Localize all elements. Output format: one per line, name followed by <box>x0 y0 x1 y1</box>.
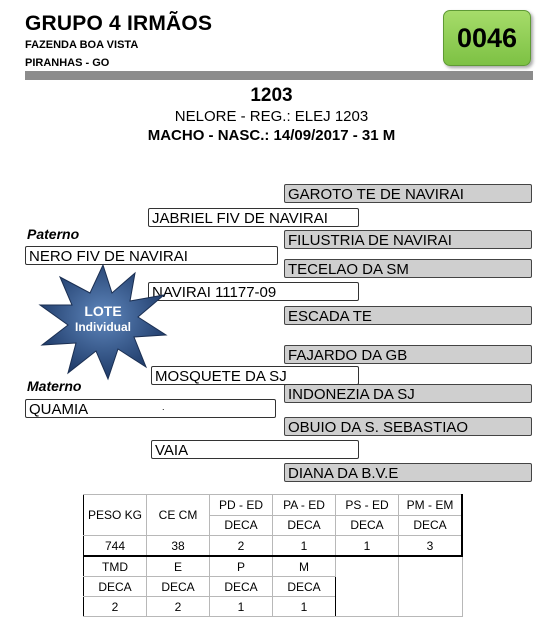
stat-header-unit: DECA <box>210 577 273 597</box>
ggp-4: ESCADA TE <box>284 306 532 325</box>
stat-header-unit: DECA <box>273 577 336 597</box>
paternal-granddam: NAVIRAI 11177-09 <box>148 282 359 301</box>
empty-cell <box>399 556 463 617</box>
stat-header-unit: DECA <box>336 515 399 536</box>
stat-header-label: CE CM <box>158 508 198 522</box>
stat-header: P <box>210 556 273 577</box>
paternal-label: Paterno <box>27 226 80 242</box>
stat-header: PA - ED <box>273 495 336 516</box>
stat-header: M <box>273 556 336 577</box>
stat-header: PS - ED <box>336 495 399 516</box>
stat-header: TMD <box>84 556 147 577</box>
evaluation-table <box>83 494 463 617</box>
lote-label <box>53 303 153 335</box>
breed-registration: NELORE - REG.: ELEJ 1203 <box>174 108 369 125</box>
stat-value: 1 <box>273 536 336 557</box>
stat-header <box>84 495 147 536</box>
stat-value: 2 <box>84 597 147 617</box>
maternal-granddam: VAIA <box>151 440 359 459</box>
stat-value: 1 <box>273 597 336 617</box>
stat-value: 38 <box>147 536 210 557</box>
stat-header-unit: DECA <box>147 577 210 597</box>
value-row-1 <box>84 536 463 557</box>
stat-value: 1 <box>336 536 399 557</box>
farm-group-title: GRUPO 4 IRMÃOS <box>25 12 213 35</box>
ggp-8: DIANA DA B.V.E <box>284 463 532 482</box>
lot-number-badge: 0046 <box>443 10 531 66</box>
empty-cell <box>336 556 399 617</box>
dam-dot: . <box>162 402 165 412</box>
stat-header-unit: DECA <box>210 515 273 536</box>
maternal-label: Materno <box>27 378 82 394</box>
stat-value: 3 <box>399 536 463 557</box>
sire-name: NERO FIV DE NAVIRAI <box>25 246 278 265</box>
dam-name: QUAMIA <box>25 399 276 418</box>
header-divider <box>25 71 533 80</box>
stat-header-unit: DECA <box>84 577 147 597</box>
header-row-3 <box>84 556 463 577</box>
stat-header-label: PESO KG <box>87 508 143 522</box>
lote-line1: LOTE <box>84 303 122 319</box>
stat-header <box>147 495 210 536</box>
ggp-1: GAROTO TE DE NAVIRAI <box>284 184 532 203</box>
stat-header-unit: DECA <box>399 515 463 536</box>
stat-header-unit: DECA <box>273 515 336 536</box>
stat-value: 1 <box>210 597 273 617</box>
stat-header: PD - ED <box>210 495 273 516</box>
ggp-6: INDONEZIA DA SJ <box>284 384 532 403</box>
stat-value: 744 <box>84 536 147 557</box>
ggp-5: FAJARDO DA GB <box>284 345 532 364</box>
maternal-grandsire: MOSQUETE DA SJ <box>151 366 359 385</box>
ggp-7: OBUIO DA S. SEBASTIAO <box>284 417 532 436</box>
farm-name: FAZENDA BOA VISTA <box>25 39 139 51</box>
sex-birth-date: MACHO - NASC.: 14/09/2017 - 31 M <box>147 127 396 144</box>
ggp-2: FILUSTRIA DE NAVIRAI <box>284 230 532 249</box>
animal-id: 1203 <box>250 85 293 106</box>
header-row-1 <box>84 495 463 516</box>
stat-header: E <box>147 556 210 577</box>
farm-location: PIRANHAS - GO <box>25 57 110 69</box>
lote-line2: Individual <box>74 320 131 334</box>
ggp-3: TECELAO DA SM <box>284 259 532 278</box>
stat-value: 2 <box>210 536 273 557</box>
stat-value: 2 <box>147 597 210 617</box>
paternal-grandsire: JABRIEL FIV DE NAVIRAI <box>148 208 359 227</box>
stat-header: PM - EM <box>399 495 463 516</box>
